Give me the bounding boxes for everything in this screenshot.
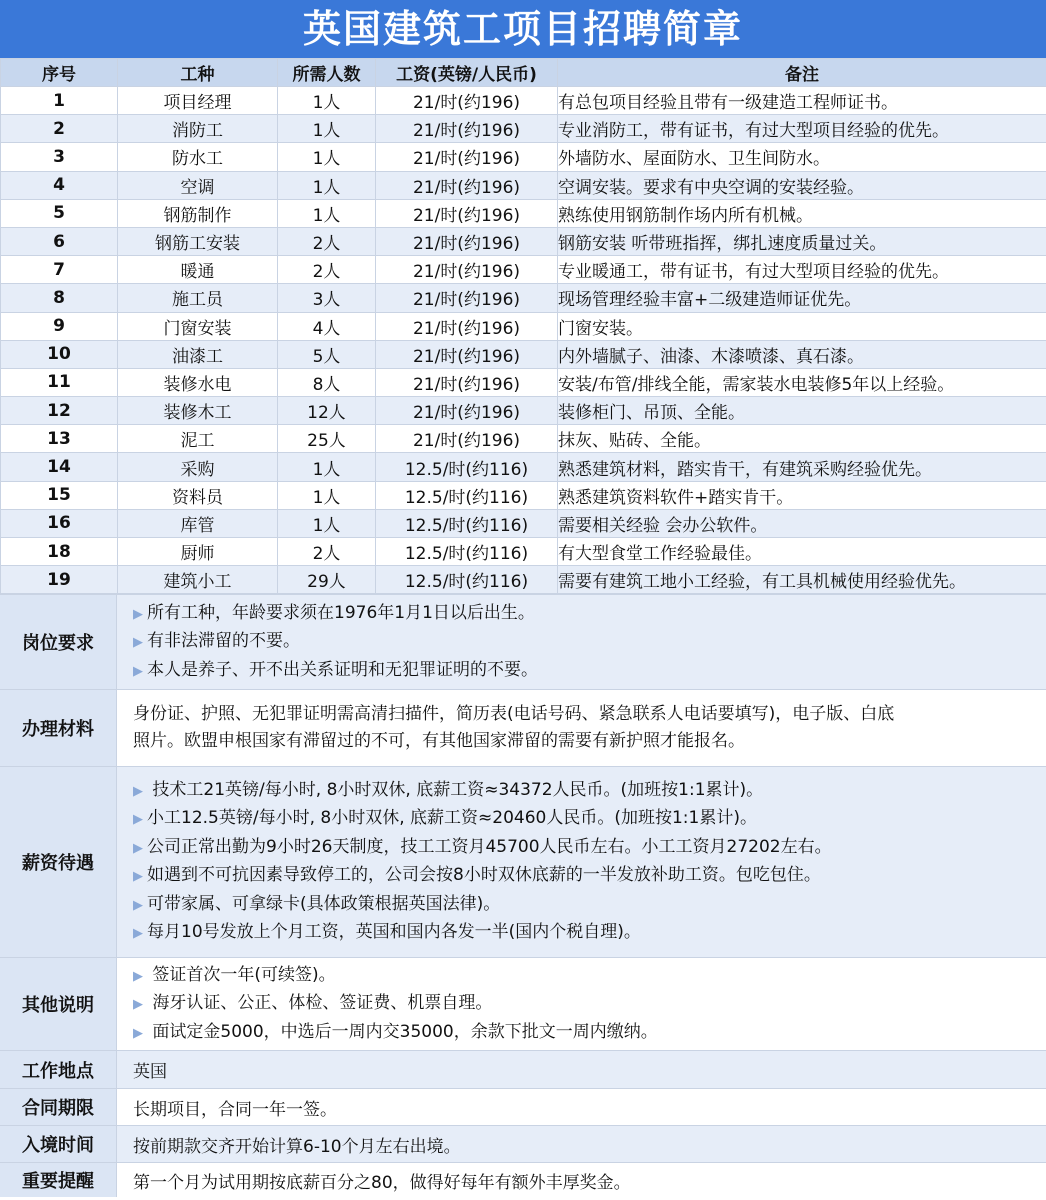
contract-label: 合同期限 [0, 1089, 117, 1125]
bullet-text: 每月10号发放上个月工资，英国和国内各发一半(国内个税自理)。 [147, 922, 641, 943]
wage-cell: 12.5/时(约116) [376, 481, 558, 509]
table-row [1, 312, 1046, 340]
headcount-cell: 1人 [278, 143, 376, 171]
table-row [1, 115, 1046, 143]
remark-cell: 门窗安装。 [558, 312, 1046, 340]
entry-text: 按前期款交齐开始计算6-10个月左右出境。 [133, 1136, 461, 1157]
table-row [1, 284, 1046, 312]
reminder-section [0, 1162, 1046, 1197]
headcount-cell: 1人 [278, 199, 376, 227]
job-type-cell: 项目经理 [118, 87, 278, 115]
job-type-cell: 空调 [118, 171, 278, 199]
bullet-item [133, 777, 1038, 806]
table-row [1, 199, 1046, 227]
table-row [1, 143, 1046, 171]
row-number-cell: 2 [1, 115, 118, 143]
job-type-cell: 库管 [118, 509, 278, 537]
location-section [0, 1050, 1046, 1088]
jobs-table [0, 58, 1046, 594]
job-type-cell: 施工员 [118, 284, 278, 312]
remark-cell: 装修柜门、吊顶、全能。 [558, 397, 1046, 425]
remark-cell: 熟悉建筑材料，踏实肯干，有建筑采购经验优先。 [558, 453, 1046, 481]
bullet-item [133, 657, 1038, 686]
remark-cell: 熟练使用钢筋制作场内所有机械。 [558, 199, 1046, 227]
wage-cell: 21/时(约196) [376, 368, 558, 396]
remark-cell: 专业消防工，带有证书，有过大型项目经验的优先。 [558, 115, 1046, 143]
bullet-item [133, 891, 1038, 920]
triangle-bullet-icon: ▶ [133, 997, 143, 1013]
job-type-cell: 消防工 [118, 115, 278, 143]
page-title: 英国建筑工项目招聘简章 [0, 0, 1046, 58]
table-row [1, 397, 1046, 425]
table-row [1, 481, 1046, 509]
table-row [1, 340, 1046, 368]
salary-section [0, 766, 1046, 957]
job-type-cell: 采购 [118, 453, 278, 481]
other-list [117, 958, 1046, 1050]
wage-cell: 21/时(约196) [376, 340, 558, 368]
other-label: 其他说明 [0, 958, 117, 1050]
remark-cell: 需要相关经验 会办公软件。 [558, 509, 1046, 537]
row-number-cell: 18 [1, 538, 118, 566]
row-number-cell: 1 [1, 87, 118, 115]
row-number-cell: 15 [1, 481, 118, 509]
job-type-cell: 建筑小工 [118, 566, 278, 594]
row-number-cell: 8 [1, 284, 118, 312]
location-text: 英国 [133, 1062, 167, 1083]
job-type-cell: 钢筋制作 [118, 199, 278, 227]
row-number-cell: 19 [1, 566, 118, 594]
requirements-section [0, 594, 1046, 689]
row-number-cell: 6 [1, 227, 118, 255]
headcount-cell: 1人 [278, 453, 376, 481]
table-row [1, 453, 1046, 481]
col-header-wage: 工资(英镑/人民币) [376, 59, 558, 87]
wage-cell: 21/时(约196) [376, 115, 558, 143]
wage-cell: 21/时(约196) [376, 171, 558, 199]
row-number-cell: 10 [1, 340, 118, 368]
table-row [1, 425, 1046, 453]
wage-cell: 21/时(约196) [376, 425, 558, 453]
col-header-job: 工种 [118, 59, 278, 87]
bullet-text: 可带家属、可拿绿卡(具体政策根据英国法律)。 [147, 893, 501, 914]
job-type-cell: 装修木工 [118, 397, 278, 425]
triangle-bullet-icon: ▶ [133, 606, 143, 622]
bullet-item [133, 834, 1038, 863]
bullet-text: 如遇到不可抗因素导致停工的，公司会按8小时双休底薪的一半发放补助工资。包吃包住。 [147, 865, 821, 886]
wage-cell: 21/时(约196) [376, 256, 558, 284]
headcount-cell: 1人 [278, 481, 376, 509]
job-type-cell: 暖通 [118, 256, 278, 284]
entry-section [0, 1125, 1046, 1162]
job-type-cell: 钢筋工安装 [118, 227, 278, 255]
row-number-cell: 16 [1, 509, 118, 537]
bullet-text: 面试定金5000，中选后一周内交35000，余款下批文一周内缴纳。 [147, 1021, 658, 1042]
materials-line: 照片。欧盟申根国家有滞留过的不可，有其他国家滞留的需要有新护照才能报名。 [133, 731, 745, 752]
table-row [1, 368, 1046, 396]
table-body [1, 87, 1046, 594]
table-row [1, 227, 1046, 255]
bullet-item [133, 962, 1038, 991]
table-row [1, 566, 1046, 594]
bullet-item [133, 805, 1038, 834]
remark-cell: 外墙防水、屋面防水、卫生间防水。 [558, 143, 1046, 171]
table-header-row [1, 59, 1046, 87]
requirements-list [117, 595, 1046, 689]
triangle-bullet-icon: ▶ [133, 635, 143, 651]
wage-cell: 21/时(约196) [376, 227, 558, 255]
wage-cell: 21/时(约196) [376, 397, 558, 425]
job-type-cell: 厨师 [118, 538, 278, 566]
job-type-cell: 油漆工 [118, 340, 278, 368]
bullet-text: 小工12.5英镑/每小时, 8小时双休, 底薪工资≈20460人民币。(加班按1:1累计)。 [147, 808, 757, 829]
table-row [1, 538, 1046, 566]
headcount-cell: 2人 [278, 256, 376, 284]
wage-cell: 12.5/时(约116) [376, 566, 558, 594]
headcount-cell: 1人 [278, 87, 376, 115]
table-row [1, 256, 1046, 284]
table-row [1, 509, 1046, 537]
reminder-text: 第一个月为试用期按底薪百分之80，做得好每年有额外丰厚奖金。 [133, 1172, 631, 1193]
headcount-cell: 29人 [278, 566, 376, 594]
materials-text [117, 690, 1046, 766]
entry-label: 入境时间 [0, 1126, 117, 1162]
triangle-bullet-icon: ▶ [133, 663, 143, 679]
headcount-cell: 12人 [278, 397, 376, 425]
headcount-cell: 1人 [278, 171, 376, 199]
triangle-bullet-icon: ▶ [133, 968, 143, 984]
job-type-cell: 防水工 [118, 143, 278, 171]
reminder-label: 重要提醒 [0, 1163, 117, 1197]
remark-cell: 钢筋安装 听带班指挥，绑扎速度质量过关。 [558, 227, 1046, 255]
salary-list [117, 767, 1046, 957]
wage-cell: 12.5/时(约116) [376, 509, 558, 537]
bullet-item [133, 919, 1038, 948]
wage-cell: 21/时(约196) [376, 312, 558, 340]
wage-cell: 21/时(约196) [376, 199, 558, 227]
bullet-item [133, 600, 1038, 629]
headcount-cell: 4人 [278, 312, 376, 340]
headcount-cell: 8人 [278, 368, 376, 396]
col-header-count: 所需人数 [278, 59, 376, 87]
remark-cell: 有总包项目经验且带有一级建造工程师证书。 [558, 87, 1046, 115]
job-type-cell: 装修水电 [118, 368, 278, 396]
remark-cell: 内外墙腻子、油漆、木漆喷漆、真石漆。 [558, 340, 1046, 368]
wage-cell: 12.5/时(约116) [376, 538, 558, 566]
col-header-no: 序号 [1, 59, 118, 87]
headcount-cell: 25人 [278, 425, 376, 453]
bullet-text: 公司正常出勤为9小时26天制度，技工工资月45700人民币左右。小工工资月27202左右。 [147, 836, 832, 857]
bullet-text: 技术工21英镑/每小时, 8小时双休, 底薪工资≈34372人民币。(加班按1:1累计)。 [147, 779, 764, 800]
bullet-item [133, 990, 1038, 1019]
bullet-text: 海牙认证、公正、体检、签证费、机票自理。 [147, 993, 493, 1014]
wage-cell: 21/时(约196) [376, 87, 558, 115]
row-number-cell: 5 [1, 199, 118, 227]
remark-cell: 有大型食堂工作经验最佳。 [558, 538, 1046, 566]
remark-cell: 抹灰、贴砖、全能。 [558, 425, 1046, 453]
triangle-bullet-icon: ▶ [133, 783, 143, 799]
triangle-bullet-icon: ▶ [133, 926, 143, 942]
headcount-cell: 3人 [278, 284, 376, 312]
job-type-cell: 资料员 [118, 481, 278, 509]
job-type-cell: 门窗安装 [118, 312, 278, 340]
requirements-label: 岗位要求 [0, 595, 117, 689]
other-section [0, 957, 1046, 1050]
col-header-note: 备注 [558, 59, 1046, 87]
bullet-text: 本人是养子、开不出关系证明和无犯罪证明的不要。 [147, 659, 538, 680]
remark-cell: 空调安装。要求有中央空调的安装经验。 [558, 171, 1046, 199]
remark-cell: 现场管理经验丰富+二级建造师证优先。 [558, 284, 1046, 312]
materials-label: 办理材料 [0, 690, 117, 766]
bullet-text: 所有工种，年龄要求须在1976年1月1日以后出生。 [147, 602, 535, 623]
row-number-cell: 14 [1, 453, 118, 481]
triangle-bullet-icon: ▶ [133, 840, 143, 856]
job-type-cell: 泥工 [118, 425, 278, 453]
remark-cell: 熟悉建筑资料软件+踏实肯干。 [558, 481, 1046, 509]
materials-section [0, 689, 1046, 766]
row-number-cell: 4 [1, 171, 118, 199]
remark-cell: 安装/布管/排线全能，需家装水电装修5年以上经验。 [558, 368, 1046, 396]
remark-cell: 专业暖通工，带有证书，有过大型项目经验的优先。 [558, 256, 1046, 284]
wage-cell: 21/时(约196) [376, 284, 558, 312]
row-number-cell: 12 [1, 397, 118, 425]
bullet-item [133, 862, 1038, 891]
row-number-cell: 3 [1, 143, 118, 171]
wage-cell: 21/时(约196) [376, 143, 558, 171]
remark-cell: 需要有建筑工地小工经验，有工具机械使用经验优先。 [558, 566, 1046, 594]
table-row [1, 171, 1046, 199]
salary-label: 薪资待遇 [0, 767, 117, 957]
row-number-cell: 13 [1, 425, 118, 453]
contract-text: 长期项目，合同一年一签。 [133, 1099, 337, 1120]
headcount-cell: 2人 [278, 538, 376, 566]
bullet-item [133, 1019, 1038, 1048]
headcount-cell: 2人 [278, 227, 376, 255]
bullet-text: 签证首次一年(可续签)。 [147, 964, 336, 985]
bullet-text: 有非法滞留的不要。 [147, 631, 300, 652]
headcount-cell: 5人 [278, 340, 376, 368]
triangle-bullet-icon: ▶ [133, 1025, 143, 1041]
triangle-bullet-icon: ▶ [133, 897, 143, 913]
wage-cell: 12.5/时(约116) [376, 453, 558, 481]
triangle-bullet-icon: ▶ [133, 869, 143, 885]
location-label: 工作地点 [0, 1051, 117, 1088]
row-number-cell: 11 [1, 368, 118, 396]
table-row [1, 87, 1046, 115]
row-number-cell: 7 [1, 256, 118, 284]
bullet-item [133, 628, 1038, 657]
contract-section [0, 1088, 1046, 1125]
row-number-cell: 9 [1, 312, 118, 340]
headcount-cell: 1人 [278, 509, 376, 537]
triangle-bullet-icon: ▶ [133, 812, 143, 828]
materials-line: 身份证、护照、无犯罪证明需高清扫描件，简历表(电话号码、紧急联系人电话要填写)，电子版、白底 [133, 704, 895, 725]
headcount-cell: 1人 [278, 115, 376, 143]
